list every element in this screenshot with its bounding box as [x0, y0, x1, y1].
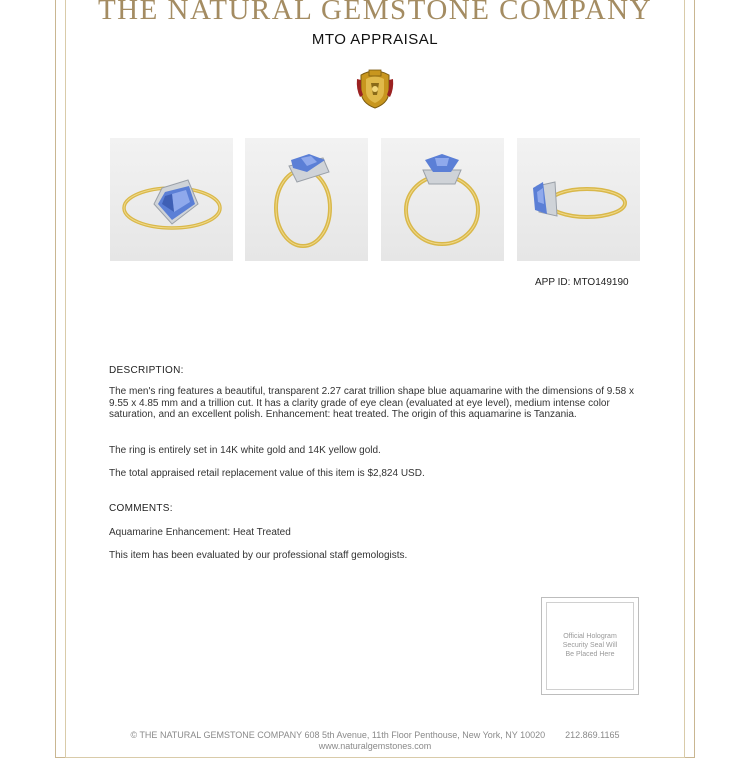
footer-phone: 212.869.1165 — [565, 730, 620, 740]
comments-line-1: Aquamarine Enhancement: Heat Treated — [109, 527, 291, 538]
footer-address: © THE NATURAL GEMSTONE COMPANY 608 5th Avenue, 11th Floor Penthouse, New York, NY 10020 — [130, 730, 546, 740]
seal-line-1: Official Hologram — [563, 633, 617, 640]
hologram-seal-placeholder — [541, 597, 639, 695]
comments-heading: COMMENTS: — [109, 503, 173, 514]
footer-address-line — [0, 730, 750, 740]
seal-line-3: Be Placed Here — [565, 651, 615, 658]
ring-photo-profile — [517, 138, 640, 261]
seal-line-2: Security Seal Will — [562, 642, 618, 649]
ring-photo-upright — [381, 138, 504, 261]
description-paragraph-3: The total appraised retail replacement value of this item is $2,824 USD. — [109, 468, 425, 479]
document-title: MTO APPRAISAL — [311, 31, 439, 48]
company-crest-icon — [355, 67, 395, 109]
ring-photo-side — [245, 138, 368, 261]
description-paragraph-1: The men's ring features a beautiful, transparent 2.27 carat trillion shape blue aquamarine with the dimensions of 9.58 x 9.55 x 4.85 mm and a trillion cut. It has a clarity grade of eye clean (evaluated at eye level), medium intense color saturation, and an excellent polish. Enhancement: heat treated. The origin of this aquamarine is Tanzania. — [109, 386, 634, 420]
comments-line-2: This item has been evaluated by our professional staff gemologists. — [109, 550, 408, 561]
footer-website[interactable]: www.naturalgemstones.com — [318, 741, 432, 751]
seal-text — [548, 632, 632, 659]
description-heading: DESCRIPTION: — [109, 365, 184, 376]
company-name: THE NATURAL GEMSTONE COMPANY — [97, 0, 653, 26]
ring-photo-front — [110, 138, 233, 261]
appraisal-id: APP ID: MTO149190 — [535, 277, 629, 288]
description-paragraph-2: The ring is entirely set in 14K white gold and 14K yellow gold. — [109, 445, 381, 456]
